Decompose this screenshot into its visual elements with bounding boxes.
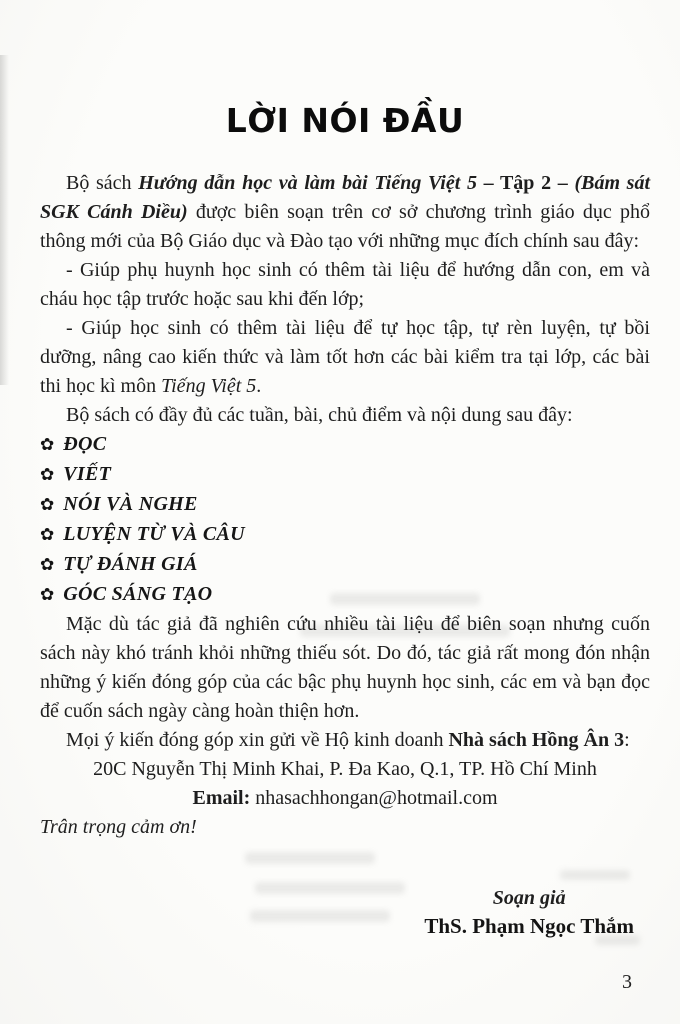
florette-bullet-icon: ✿ [40, 465, 55, 485]
list-item [40, 430, 650, 460]
scan-edge-shadow [0, 55, 9, 385]
intro-lead: Bộ sách [66, 172, 139, 194]
purpose-2-lead: - Giúp học sinh có thêm tài liệu để tự học tập, tự rèn luyện, tự bồi dưỡng, nâng cao kiến thức và làm tốt hơn các bài kiểm tra tại lớp, các bài thi học kì môn [40, 317, 650, 397]
florette-bullet-icon: ✿ [40, 495, 55, 515]
list-item [40, 550, 650, 580]
store-name: Nhà sách Hồng Ân 3 [448, 729, 625, 751]
intro-paragraph [40, 169, 650, 256]
section-label: VIẾT [63, 463, 112, 485]
section-label: GÓC SÁNG TẠO [63, 583, 213, 605]
florette-bullet-icon: ✿ [40, 435, 55, 455]
section-label: TỰ ĐÁNH GIÁ [63, 553, 198, 575]
email-value: nhasachhongan@hotmail.com [255, 787, 498, 809]
florette-bullet-icon: ✿ [40, 585, 55, 605]
section-label: NÓI VÀ NGHE [63, 493, 198, 515]
list-item [40, 490, 650, 520]
email-line [40, 784, 650, 813]
apology-paragraph: Mặc dù tác giả đã nghiên cứu nhiều tài liệu để biên soạn nhưng cuốn sách này khó tránh khỏi những thiếu sót. Do đó, tác giả rất mong đón nhận những ý kiến đóng góp của các bậc phụ huynh học sinh, các em và bạn đọc để cuốn sách ngày càng hoàn thiện hơn. [40, 613, 650, 722]
volume-label: – Tập 2 – [483, 172, 575, 194]
list-item [40, 460, 650, 490]
purpose-2-end: . [256, 375, 262, 397]
list-item [40, 520, 650, 550]
feedback-paragraph [40, 726, 650, 755]
florette-bullet-icon: ✿ [40, 555, 55, 575]
series-title: Hướng dẫn học và làm bài Tiếng Việt 5 [138, 172, 477, 194]
florette-bullet-icon: ✿ [40, 525, 55, 545]
contents-intro: Bộ sách có đầy đủ các tuần, bài, chủ điểm và nội dung sau đây: [66, 404, 573, 426]
signature-role: Soạn giả [492, 887, 566, 909]
purpose-paragraph-1: - Giúp phụ huynh học sinh có thêm tài liệu để hướng dẫn con, em và cháu học tập trước hoặc sau khi đến lớp; [40, 259, 650, 310]
page-content [40, 0, 650, 941]
book-name: Tiếng Việt 5 [161, 375, 257, 397]
purpose-paragraph-2 [40, 314, 650, 401]
address-line: 20C Nguyễn Thị Minh Khai, P. Đa Kao, Q.1, TP. Hồ Chí Minh [93, 758, 597, 780]
feedback-lead: Mọi ý kiến đóng góp xin gửi về Hộ kinh doanh [66, 729, 449, 751]
signature-name: ThS. Phạm Ngọc Thắm [424, 914, 634, 938]
page-title: LỜI NÓI ĐẦU [225, 101, 465, 140]
section-label: ĐỌC [63, 433, 107, 455]
section-list [40, 430, 650, 610]
intro-rest: được biên soạn trên cơ sở chương trình giáo dục phổ thông mới của Bộ Giáo dục và Đào tạo với những mục đích chính sau đây: [40, 201, 651, 252]
edition-label: (Bám sát SGK Cánh Diều) [40, 172, 651, 223]
email-label: Email: [192, 787, 251, 809]
page-number: 3 [622, 971, 632, 993]
signature-block [424, 885, 634, 941]
thanks-line: Trân trọng cảm ơn! [40, 816, 197, 838]
section-label: LUYỆN TỪ VÀ CÂU [63, 523, 245, 545]
feedback-end: : [624, 729, 630, 751]
list-item [40, 580, 650, 610]
